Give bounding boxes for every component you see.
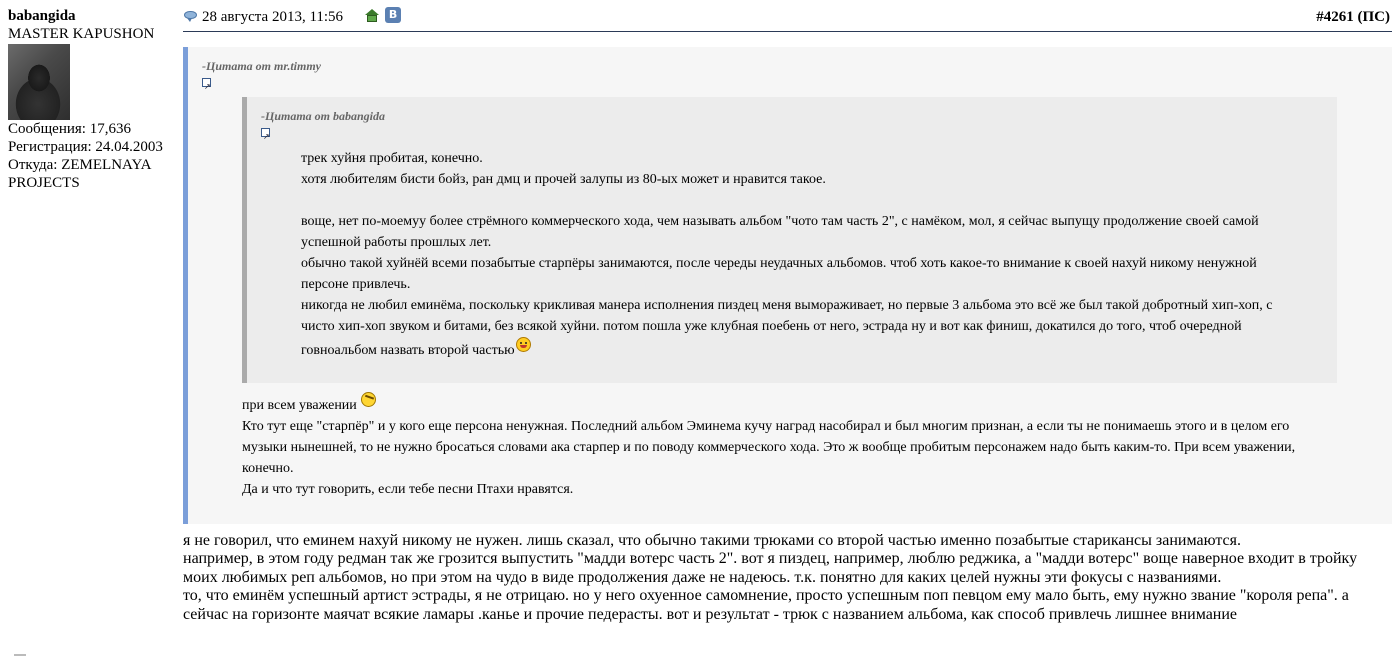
sad-smiley-icon [361, 392, 376, 407]
forum-post [183, 7, 1392, 624]
user-location: Откуда: ZEMELNAYA PROJECTS [8, 157, 151, 191]
user-registration-date: Регистрация: 24.04.2003 [8, 139, 163, 155]
quote-link-icon[interactable]: ↗ [261, 128, 270, 137]
quote-outer-title: -Цитата от mr.timmy [202, 59, 322, 73]
post-number-link[interactable]: #4261 [1316, 9, 1354, 25]
quote-link-icon[interactable]: ↗ [202, 78, 211, 87]
divider [14, 654, 26, 656]
post-header [183, 7, 1392, 32]
reply-line: Кто тут еще "старпёр" и у кого еще персона ненужная. Последний альбом Эминема кучу наград насобирал и был многим признан, а если ты не понимаешь этого и в целом его музыки нынешней, то не нужно бросаться словами ака старпер и по поводу коммерческого хода. Это ж вообще пробитым персонажем надо быть каким-то. При всем уважении, конечно. [242, 419, 1296, 476]
quote-outer-reply [242, 392, 1332, 500]
vk-icon[interactable]: B [385, 7, 401, 23]
quote-inner-paragraph: никогда не любил еминёма, поскольку крикливая манера исполнения пиздец меня вымораживает, но первые 3 альбома это всё же был такой добротный хип-хоп, с чисто хип-хоп звуком и битами, без всякой хуйни. потом пошла уже клубная поебень от него, эстрада ну и вот как финиш, докатился до того, чтоб очередной говноальбом назвать второй частью [301, 298, 1273, 358]
tongue-smiley-icon [516, 337, 531, 352]
message-line: то, что еминём успешный артист эстрады, я не отрицаю. но у него охуенное самомнение, просто успешным поп певцом ему мало быть, ему нужно звание "короля репа". а сейчас на горизонте маячат всякие ламары .канье и прочие педерасты. вот и результат - трюк с названием альбома, как способ привлечь лишнее внимание [183, 587, 1349, 623]
reply-line: при всем уважении [242, 398, 357, 413]
user-post-count: Сообщения: 17,636 [8, 121, 131, 137]
avatar[interactable] [8, 44, 70, 120]
quote-inner-paragraph: хотя любителям бисти бойз, ран дмц и прочей залупы из 80-ых может и нравится такое. [301, 172, 826, 187]
pm-close-paren: ) [1385, 9, 1390, 25]
user-info-panel [8, 7, 178, 192]
reply-line: Да и что тут говорить, если тебе песни Птахи нравятся. [242, 482, 574, 497]
quote-inner-paragraph: воще, нет по-моемуу более стрёмного коммерческого хода, чем называть альбом "чото там часть 2", с намёком, мол, я сейчас выпущу продолжение своей самой успешной работы прошлых лет. [301, 214, 1259, 250]
message-line: например, в этом году редман так же грозится выпустить "мадди вотерс часть 2". вот я пиздец, например, люблю реджика, а "мадди вотерс" воще наверное входит в тройку моих любимых реп альбомов, но при этом на чудо в виде продолжения даже не надеюсь. т.к. понятно для каких целей нужны эти фокусы с названиями. [183, 550, 1358, 586]
speech-bubble-icon [184, 11, 197, 21]
message-line: я не говорил, что еминем нахуй никому не нужен. лишь сказал, что обычно такими трюками со второй частью именно позабытые старикансы занимаются. [183, 532, 1241, 549]
quote-inner [242, 97, 1337, 383]
user-title: MASTER KAPUSHON [8, 26, 155, 42]
post-number-area [1316, 9, 1390, 26]
private-message-link[interactable]: ПС [1362, 9, 1385, 25]
quote-inner-title: -Цитата от babangida [261, 109, 386, 123]
quote-inner-paragraph: обычно такой хуйнёй всеми позабытые старпёры занимаются, после череды неудачных альбомов. чтоб хоть какое-то внимание к своей нахуй никому ненужной персоне привлечь. [301, 256, 1257, 292]
post-message [183, 532, 1392, 624]
username[interactable]: babangida [8, 8, 76, 24]
quote-inner-paragraph: трек хуйня пробитая, конечно. [301, 151, 483, 166]
post-date: 28 августа 2013, 11:56 [202, 9, 344, 25]
quote-outer [183, 47, 1392, 524]
home-icon[interactable] [365, 9, 378, 22]
quote-inner-paragraph-last [301, 295, 1277, 361]
pm-open-paren: ( [1353, 9, 1363, 25]
